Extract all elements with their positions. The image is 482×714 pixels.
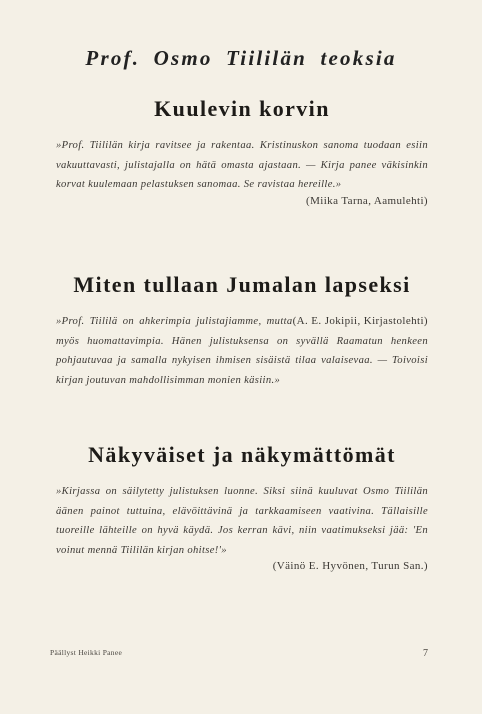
review-quote-text: »Prof. Tiililä on ahkerimpia julistajiamme, mutta myös huomattavimpia. Hänen julistuksensa on syvällä Raamatun henkeen pohjautuvaa ja samalla nykyisen ihmisen sisäistä tilaa valaisevaa. — Toivoisi kirjan joutuvan mahdollisimman monien käsiin.»: [56, 316, 428, 386]
page-title: Prof. Osmo Tiililän teoksia: [85, 46, 397, 70]
book-review-section: [56, 272, 428, 390]
review-source: (A. E. Jokipii, Kirjastolehti): [292, 315, 428, 327]
book-title: Miten tullaan Jumalan lapseksi: [73, 272, 411, 297]
page-number: 7: [423, 648, 428, 659]
book-review-section: [56, 442, 428, 572]
review-quote: »Kirjassa on säilytetty julistuksen luonne. Siksi siinä kuuluvat Osmo Tiililän äänen painot tuttuina, elävöittävinä ja tarkkaamiseen vaativina. Tällaisille tuoreille lähteille on hyvä käydä. Jos kerran kävi, niin vaatimukseksi jää: 'En voinut mennä Tiililän kirjan ohitse!'»: [56, 486, 428, 556]
review-quote: »Prof. Tiililän kirja ravitsee ja rakentaa. Kristinuskon sanoma tuodaan esiin vakuuttavasti, julistajalla on hätä omasta ajastaan. — Kirja panee väkisinkin korvat kuulemaan pelastuksen sanomaa. Se ravistaa hereille.»: [56, 140, 428, 191]
printer-credit: Päällyst Heikki Panee: [50, 648, 123, 657]
review-source: (Väinö E. Hyvönen, Turun San.): [272, 560, 428, 573]
review-source: (Miika Tarna, Aamulehti): [306, 194, 428, 207]
book-review-section: [56, 96, 428, 207]
book-title: Kuulevin korvin: [154, 96, 330, 121]
review-quote: [56, 312, 428, 390]
book-title: Näkyväiset ja näkymättömät: [88, 442, 396, 467]
